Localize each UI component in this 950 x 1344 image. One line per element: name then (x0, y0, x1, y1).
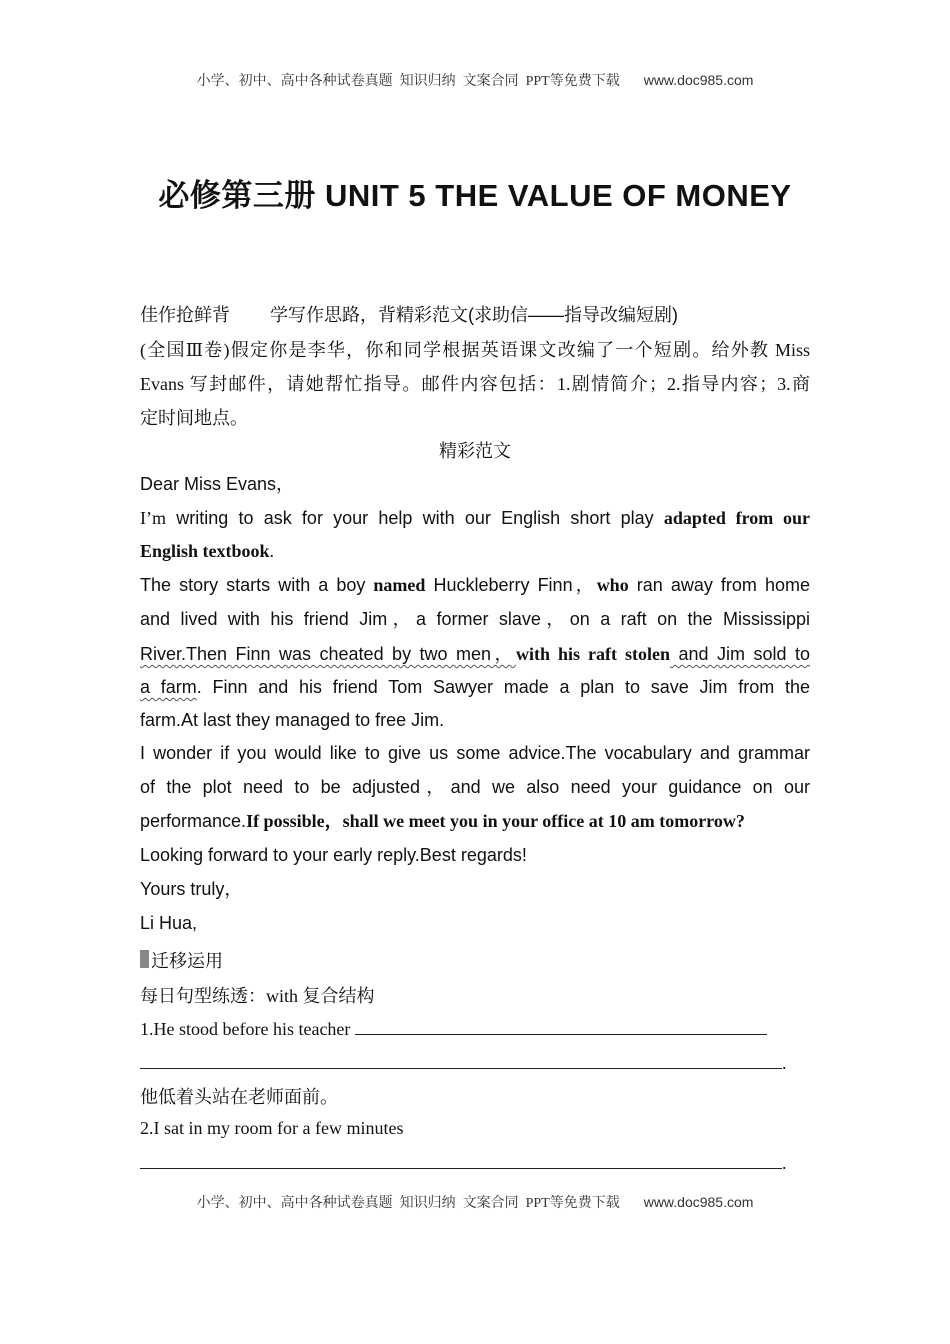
p2-l3-b: with his raft stolen (516, 644, 670, 664)
header-text: 小学、初中、高中各种试卷真题 知识归纳 文案合同 PPT等免费下载 (196, 74, 620, 89)
letter-p4: Looking forward to your early reply.Best regards! (140, 845, 527, 865)
p2-l1-a: The story starts with a boy (140, 575, 374, 595)
section-desc: 学写作思路，背精彩范文(求助信——指导改编短剧) (270, 305, 678, 325)
footer-text: 小学、初中、高中各种试卷真题 知识归纳 文案合同 PPT等免费下载 (196, 1196, 620, 1211)
p1-b: writing to ask for your help with our English short play (166, 508, 664, 528)
question-1-translation: 他低着头站在老师面前。 (140, 1087, 338, 1107)
prompt-line-2: Evans 写封邮件，请她帮忙指导。邮件内容包括：1.剧情简介；2.指导内容；3.商 (140, 374, 810, 394)
page-header (0, 70, 950, 90)
p2-l1-d: who (596, 575, 629, 595)
p1-c: adapted from our (663, 508, 811, 528)
letter-p2-line1 (140, 568, 810, 602)
practice-heading (140, 944, 810, 978)
letter-greeting: Dear Miss Evans， (140, 474, 295, 494)
question-2-line2 (140, 1146, 810, 1180)
letter-p1-line1 (140, 501, 810, 535)
letter-p2-line4 (140, 670, 810, 704)
p3-l3-a: performance. (140, 811, 247, 831)
page-title: 必修第三册 UNIT 5 THE VALUE OF MONEY (158, 178, 792, 213)
practice-subheading: 每日句型练透：with 复合结构 (140, 986, 375, 1006)
p2-l3-c: and Jim sold to (670, 644, 810, 664)
prompt-line-1: (全国Ⅲ卷)假定你是李华，你和同学根据英语课文改编了一个短剧。给外教 Miss (140, 340, 810, 360)
question-1-line2 (140, 1046, 810, 1080)
p2-l1-b: named (373, 575, 426, 595)
p2-l4-a: a farm (140, 677, 197, 697)
footer-site: www.doc985.com (643, 1194, 754, 1210)
p2-l1-e: ran away from home (628, 575, 810, 595)
q2-period: . (782, 1153, 787, 1173)
p1-a: I’m (140, 508, 166, 528)
letter-p2-line3 (140, 637, 810, 671)
page-footer (0, 1192, 950, 1212)
letter-closing: Yours truly， (140, 879, 243, 899)
p1-d: English textbook (140, 541, 270, 561)
q1-text: 1.He stood before his teacher (140, 1019, 355, 1039)
p2-l4-b: . Finn and his friend Tom Sawyer made a plan to save Jim from the (196, 677, 810, 697)
question-1 (140, 1012, 810, 1046)
prompt-line-3: 定时间地点。 (140, 408, 248, 428)
q1-answer-blank-2[interactable] (140, 1050, 782, 1069)
p3-l3-b: If possible，shall we meet you in your office at 10 am tomorrow? (246, 811, 745, 831)
letter-p3-line1: I wonder if you would like to give us some advice.The vocabulary and grammar (140, 743, 810, 763)
question-2: 2.I sat in my room for a few minutes (140, 1118, 404, 1138)
letter-signature: Li Hua, (140, 913, 198, 933)
practice-heading-text: 迁移运用 (151, 951, 223, 971)
section-heading (140, 298, 810, 332)
letter-p2-line5: farm.At last they managed to free Jim. (140, 710, 445, 730)
header-site: www.doc985.com (643, 72, 754, 88)
q2-answer-blank[interactable] (140, 1150, 782, 1169)
section-label: 佳作抢鲜背 (140, 305, 230, 325)
q1-answer-blank-1[interactable] (355, 1016, 767, 1035)
letter-p2-line2: and lived with his friend Jim，a former slave，on a raft on the Mississippi (140, 609, 810, 629)
section-bar-icon (140, 950, 149, 968)
q1-period: . (782, 1053, 787, 1073)
letter-p1-line2 (140, 534, 810, 568)
model-heading: 精彩范文 (439, 441, 511, 461)
p2-l3-a: River.Then Finn was cheated by two men， (140, 644, 517, 664)
letter-p3-line2: of the plot need to be adjusted，and we also need your guidance on our (140, 777, 810, 797)
letter-p3-line3 (140, 804, 810, 838)
p2-l1-c: Huckleberry Finn， (425, 575, 597, 595)
p1-e: . (269, 541, 275, 561)
